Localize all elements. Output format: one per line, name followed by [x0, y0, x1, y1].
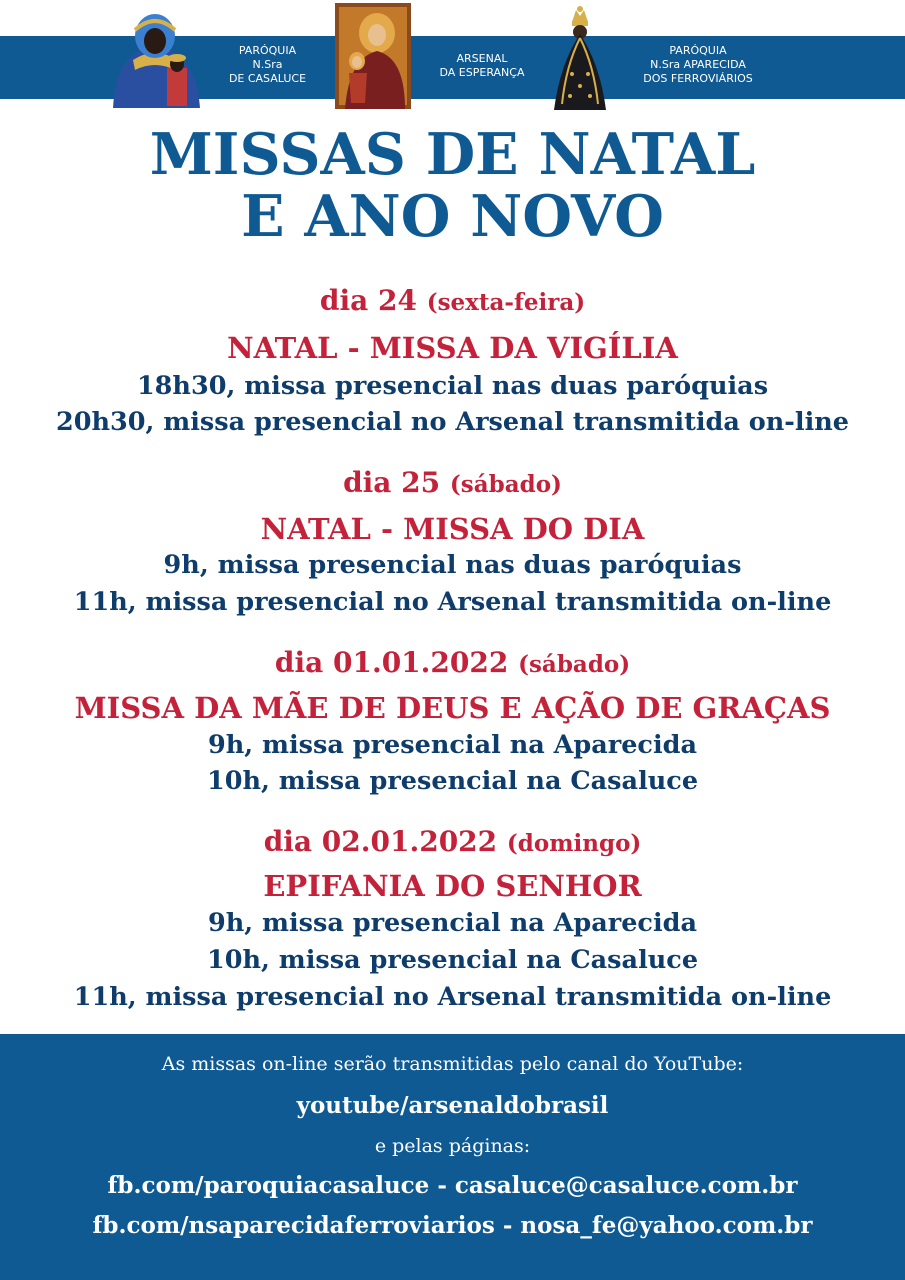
footer-intro: As missas on-line serão transmitidas pelo canal do YouTube: — [161, 1053, 744, 1075]
parish-casaluce-line-1: PARÓQUIA — [238, 44, 297, 57]
schedule-event: EPIFANIA DO SENHOR — [263, 869, 642, 903]
day-date: dia 02.01.2022 — [263, 825, 498, 858]
parish-casaluce-label — [215, 44, 320, 86]
parish-casaluce-line-3: DE CASALUCE — [228, 72, 307, 85]
schedule-day — [0, 283, 905, 321]
facebook-aparecida-link[interactable]: fb.com/nsaparecidaferroviarios - nosa_fe@yahoo.com.br — [92, 1212, 813, 1239]
schedule-line: 9h, missa presencial na Aparecida — [207, 908, 698, 938]
day-weekday: (domingo) — [506, 830, 642, 857]
day-weekday: (sábado) — [449, 471, 562, 498]
parish-aparecida-line-3: DOS FERROVIÁRIOS — [643, 72, 753, 85]
parish-casaluce-line-2: N.Sra — [252, 58, 283, 71]
schedule-day — [0, 824, 905, 862]
footer-pages-intro: e pelas páginas: — [374, 1135, 531, 1157]
arsenal-label — [428, 52, 536, 80]
schedule-line: 10h, missa presencial na Casaluce — [206, 766, 699, 796]
day-date: dia 25 — [343, 466, 441, 499]
day-weekday: (sábado) — [518, 651, 631, 678]
schedule-line: 20h30, missa presencial no Arsenal transmitida on-line — [55, 407, 850, 437]
schedule-line: 10h, missa presencial na Casaluce — [206, 945, 699, 975]
schedule-event: NATAL - MISSA DA VIGÍLIA — [227, 331, 678, 365]
schedule-line: 11h, missa presencial no Arsenal transmitida on-line — [73, 587, 832, 617]
day-date: dia 24 — [319, 284, 417, 317]
schedule-day — [0, 645, 905, 683]
schedule-line: 9h, missa presencial nas duas paróquias — [163, 550, 742, 580]
arsenal-line-2: DA ESPERANÇA — [439, 66, 525, 79]
parish-aparecida-line-1: PARÓQUIA — [669, 44, 727, 57]
parish-aparecida-line-2: N.Sra APARECIDA — [650, 58, 746, 71]
footer-band — [0, 1034, 905, 1280]
schedule-event: NATAL - MISSA DO DIA — [260, 512, 645, 546]
schedule-line: 11h, missa presencial no Arsenal transmitida on-line — [73, 982, 832, 1012]
page-title-line-1: MISSAS DE NATAL — [149, 121, 756, 188]
parish-aparecida-label — [628, 44, 768, 86]
page-title-line-2: E ANO NOVO — [241, 183, 664, 250]
arsenal-line-1: ARSENAL — [456, 52, 508, 65]
madonna-icon-center — [335, 3, 411, 109]
madonna-casaluce-icon — [105, 8, 205, 108]
schedule-line: 18h30, missa presencial nas duas paróquias — [136, 371, 769, 401]
schedule-event: MISSA DA MÃE DE DEUS E AÇÃO DE GRAÇAS — [74, 691, 831, 725]
day-weekday: (sexta-feira) — [426, 289, 586, 316]
youtube-link[interactable]: youtube/arsenaldobrasil — [296, 1092, 609, 1119]
day-date: dia 01.01.2022 — [274, 646, 509, 679]
schedule-day — [0, 465, 905, 503]
schedule-line: 9h, missa presencial na Aparecida — [207, 730, 698, 760]
facebook-casaluce-link[interactable]: fb.com/paroquiacasaluce - casaluce@casaluce.com.br — [107, 1172, 798, 1199]
aparecida-statue-icon — [548, 4, 612, 110]
